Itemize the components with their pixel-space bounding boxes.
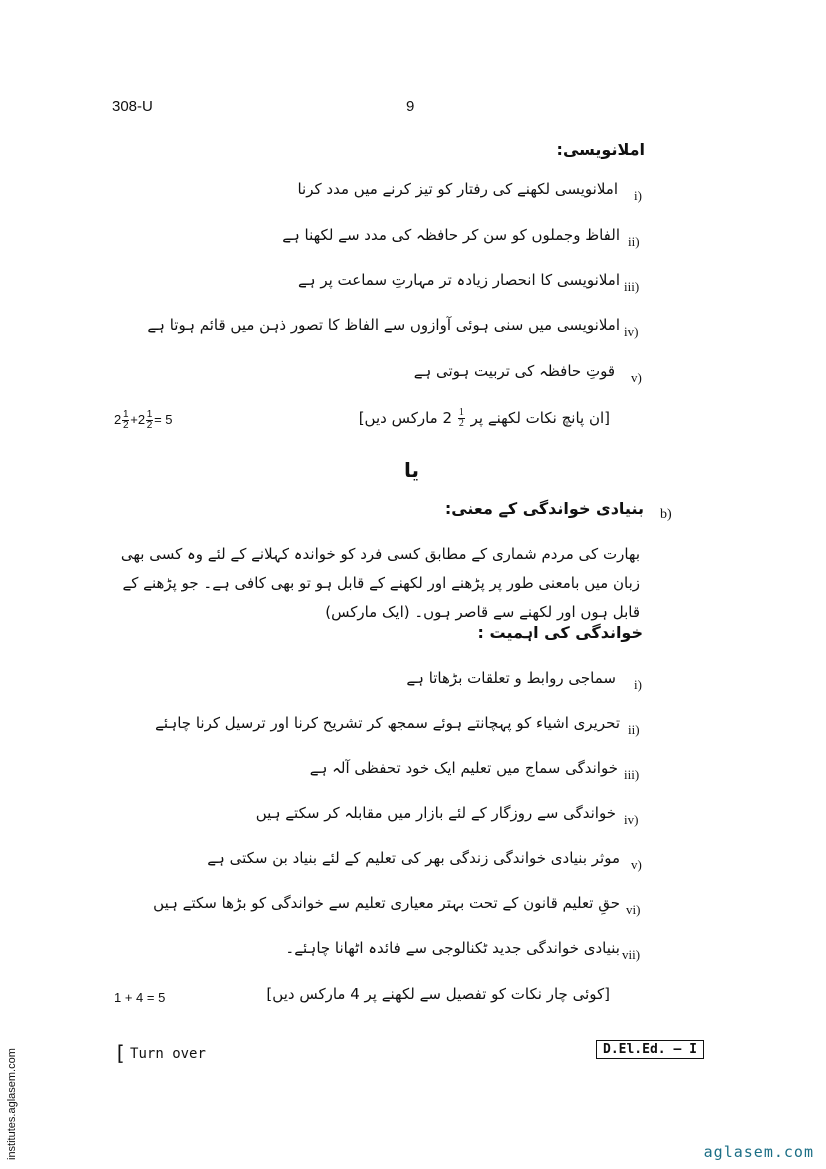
item-number: iv): [624, 324, 639, 339]
item-number: v): [631, 857, 642, 872]
page-number: 9: [406, 98, 415, 115]
section-b-label: b): [660, 507, 672, 522]
definition-paragraph: بھارت کی مردم شماری کے مطابق کسی فرد کو خواندہ کہلانے کے لئے وہ کسی بھی زبان میں بامعنی طور پر پڑھنے اور لکھنے کے قابل ہو تو بھی کافی ہے۔ جو پڑھنے کے قابل ہوں اور لکھنے سے قاصر ہوں۔ (ایک مارکس): [120, 545, 640, 621]
list-item: موثر بنیادی خواندگی زندگی بھر کی تعلیم کے لئے بنیاد بن سکتی ہے: [207, 849, 620, 867]
list-item: املانویسی لکھنے کی رفتار کو تیز کرنے میں مدد کرنا: [297, 180, 618, 198]
importance-heading: خواندگی کی اہمیت :: [477, 623, 643, 642]
item-number: iii): [624, 767, 640, 782]
paper-code: 308-U: [112, 98, 153, 115]
side-watermark-url: institutes.aglasem.com: [6, 1048, 18, 1160]
item-number: v): [631, 370, 642, 385]
list-item: تحریری اشیاء کو پہچانتے ہوئے سمجھ کر تشریح کرنا اور ترسیل کرنا چاہئے: [155, 714, 620, 732]
item-number: ii): [628, 722, 640, 737]
list-item: خواندگی سماج میں تعلیم ایک خود تحفظی آلہ ہے: [309, 759, 618, 777]
section-a-instruction: [ان پانچ نکات لکھنے پر $\frac{1}{2}$ 2 مارکس دیں]: [358, 407, 610, 429]
section-a-heading: املانویسی:: [556, 140, 645, 159]
item-number: i): [634, 188, 642, 203]
section-b-heading: بنیادی خواندگی کے معنی:: [444, 499, 644, 518]
or-separator: یا: [404, 458, 420, 482]
item-number: iv): [624, 812, 639, 827]
list-item: سماجی روابط و تعلقات بڑھاتا ہے: [406, 669, 616, 687]
list-item: بنیادی خواندگی جدید ٹکنالوجی سے فائدہ اٹھانا چاہئے۔: [285, 939, 620, 957]
list-item: خواندگی سے روزگار کے لئے بازار میں مقابلہ کر سکتے ہیں: [255, 804, 616, 822]
list-item: قوتِ حافظہ کی تربیت ہوتی ہے: [413, 362, 615, 380]
item-number: iii): [624, 279, 640, 294]
item-number: vii): [622, 947, 641, 962]
list-item: الفاظ وجملوں کو سن کر حافظہ کی مدد سے لکھنا ہے: [282, 226, 620, 244]
section-b-marks: 1 + 4 = 5: [114, 990, 166, 1005]
section-a-marks: 2 $\frac{1}{2}$ +2 $\frac{1}{2}$ = 5: [114, 409, 173, 431]
list-item: املانویسی میں سنی ہوئی آوازوں سے الفاظ کا تصور ذہن میں قائم ہوتا ہے: [147, 316, 620, 334]
item-number: vi): [626, 902, 641, 917]
turn-over-note: [ Turn over: [114, 1041, 206, 1065]
list-item: حقِ تعلیم قانون کے تحت بہتر معیاری تعلیم سے خواندگی کو بڑھا سکتے ہیں: [153, 894, 620, 912]
list-item: املانویسی کا انحصار زیادہ تر مہارتِ سماعت پر ہے: [297, 271, 620, 289]
course-label: D.El.Ed. – I: [596, 1040, 704, 1059]
item-number: ii): [628, 234, 640, 249]
section-b-instruction: [کوئی چار نکات کو تفصیل سے لکھنے پر 4 مارکس دیں]: [266, 985, 610, 1003]
footer-site-url: aglasem.com: [703, 1143, 814, 1161]
item-number: i): [634, 677, 642, 692]
